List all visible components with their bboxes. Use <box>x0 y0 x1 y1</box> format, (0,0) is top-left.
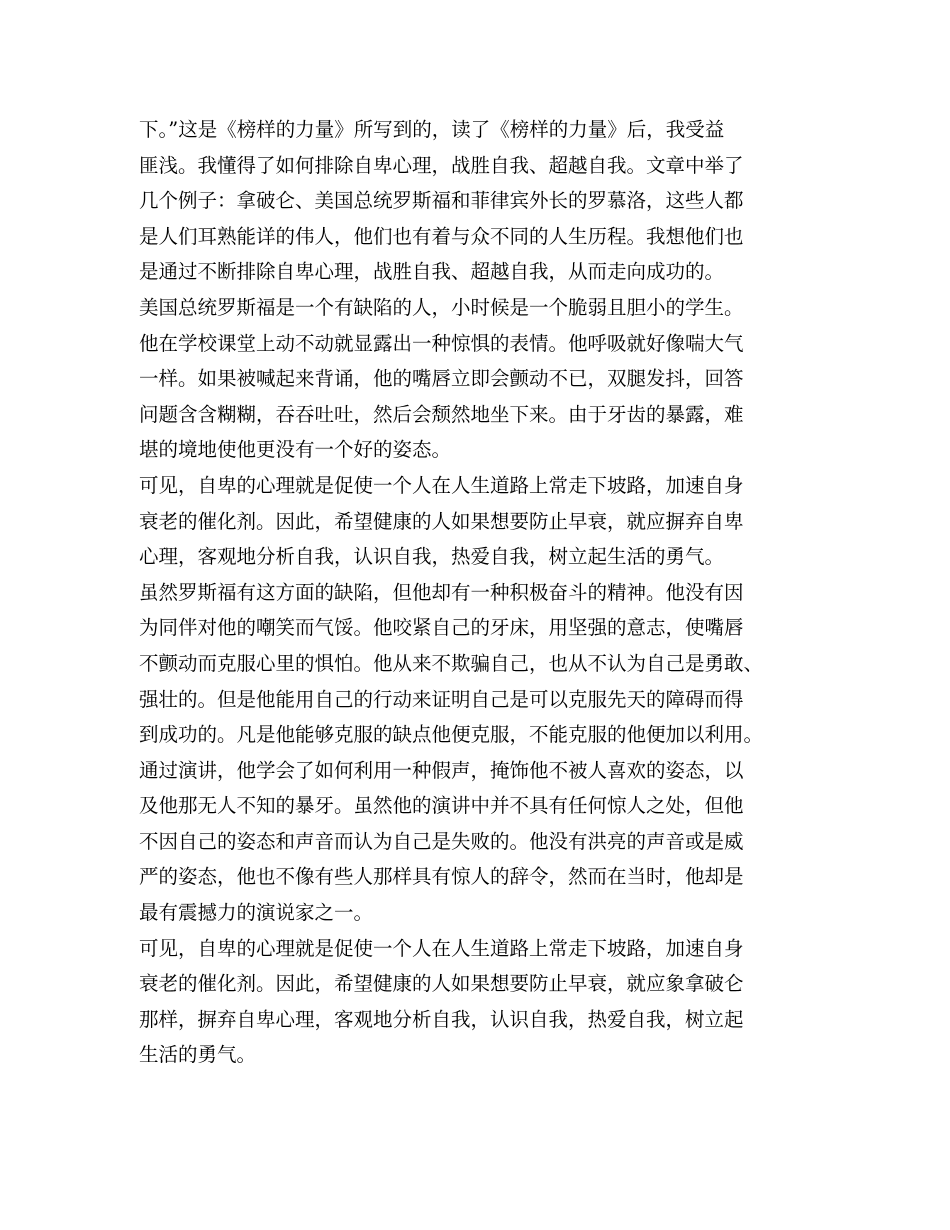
text-line: 为同伴对他的嘲笑而气馁。他咬紧自己的牙床，用坚强的意志，使嘴唇 <box>139 616 744 640</box>
text-line: 他在学校课堂上动不动就显露出一种惊惧的表情。他呼吸就好像喘大气 <box>139 331 744 355</box>
text-line: 是通过不断排除自卑心理，战胜自我、超越自我，从而走向成功的。 <box>139 260 725 284</box>
text-line: 及他那无人不知的暴牙。虽然他的演讲中并不具有任何惊人之处，但他 <box>139 794 744 818</box>
text-line: 生活的勇气。 <box>139 1043 257 1067</box>
text-line: 通过演讲，他学会了如何利用一种假声，掩饰他不被人喜欢的姿态，以 <box>139 758 744 782</box>
text-line: 衰老的催化剂。因此，希望健康的人如果想要防止早衰，就应摒弃自卑 <box>139 509 744 533</box>
text-line: 美国总统罗斯福是一个有缺陷的人，小时候是一个脆弱且胆小的学生。 <box>139 295 744 319</box>
text-line: 不因自己的姿态和声音而认为自己是失败的。他没有洪亮的声音或是威 <box>139 829 744 853</box>
text-line: 严的姿态，他也不像有些人那样具有惊人的辞令，然而在当时，他却是 <box>139 865 744 889</box>
text-line: 最有震撼力的演说家之一。 <box>139 901 374 925</box>
text-line: 强壮的。但是他能用自己的行动来证明自己是可以克服先天的障碍而得 <box>139 687 744 711</box>
text-line: 可见，自卑的心理就是促使一个人在人生道路上常走下坡路，加速自身 <box>139 936 744 960</box>
text-line: 衰老的催化剂。因此，希望健康的人如果想要防止早衰，就应象拿破仑 <box>139 972 744 996</box>
text-line: 几个例子：拿破仑、美国总统罗斯福和菲律宾外长的罗慕洛，这些人都 <box>139 189 744 213</box>
text-line: 不颤动而克服心里的惧怕。他从来不欺骗自己，也从不认为自己是勇敢、 <box>139 651 764 675</box>
text-line: 堪的境地使他更没有一个好的姿态。 <box>139 438 452 462</box>
document-body <box>139 112 819 1073</box>
text-line: 问题含含糊糊，吞吞吐吐，然后会颓然地坐下来。由于牙齿的暴露，难 <box>139 402 744 426</box>
text-line: 下。”这是《榜样的力量》所写到的，读了《榜样的力量》后，我受益 <box>139 118 725 141</box>
text-line: 那样，摒弃自卑心理，客观地分析自我，认识自我，热爱自我，树立起 <box>139 1007 744 1031</box>
text-line: 是人们耳熟能详的伟人，他们也有着与众不同的人生历程。我想他们也 <box>139 224 744 248</box>
text-line: 虽然罗斯福有这方面的缺陷，但他却有一种积极奋斗的精神。他没有因 <box>139 580 744 604</box>
text-line: 可见，自卑的心理就是促使一个人在人生道路上常走下坡路，加速自身 <box>139 473 744 497</box>
text-line: 一样。如果被喊起来背诵，他的嘴唇立即会颤动不已，双腿发抖，回答 <box>139 367 744 391</box>
text-line: 到成功的。凡是他能够克服的缺点他便克服，不能克服的他便加以利用。 <box>139 723 764 747</box>
text-line: 心理，客观地分析自我，认识自我，热爱自我，树立起生活的勇气。 <box>139 545 725 569</box>
text-line: 匪浅。我懂得了如何排除自卑心理，战胜自我、超越自我。文章中举了 <box>139 153 744 177</box>
